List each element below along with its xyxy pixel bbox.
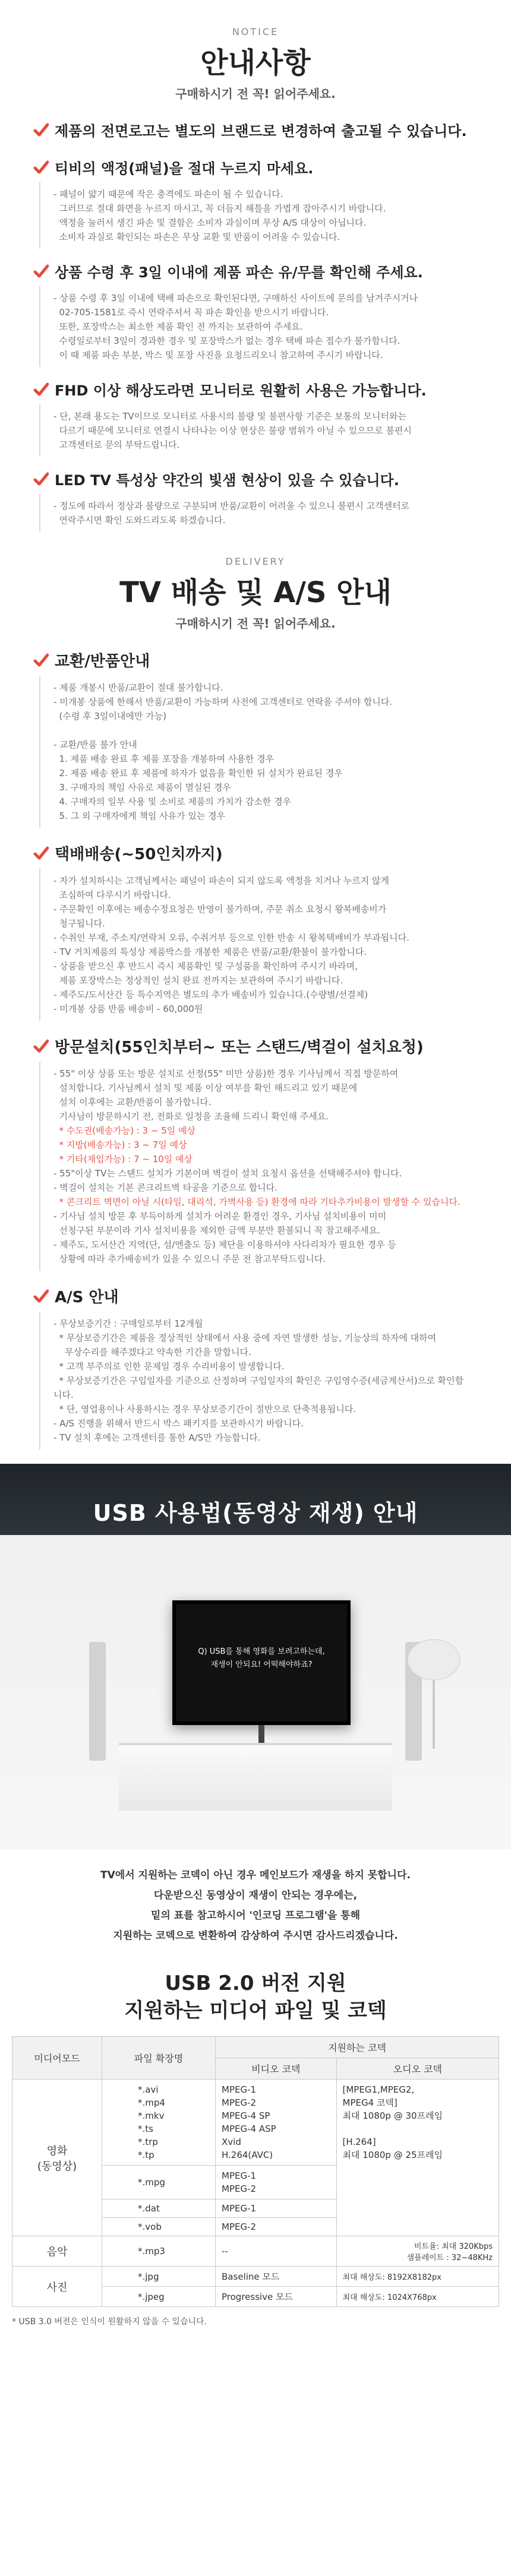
body-line: 무상수리를 해주겠다고 약속한 기간을 말합니다. — [53, 1347, 251, 1357]
cell-line: MPEG-4 ASP — [222, 2124, 276, 2134]
notice-item-heading — [33, 157, 478, 182]
row4-ext: *.vob — [102, 2218, 216, 2236]
body-line: 상황에 따라 추가배송비가 있을 수 있으니 주문 전 참고부탁드립니다. — [53, 1254, 326, 1264]
body-line: 수령일로부터 3일이 경과한 경우 및 포장박스가 없는 경우 택배 파손 접수가 불가합니다. — [53, 336, 400, 346]
notice-item-body — [39, 182, 478, 249]
cell-line: MPEG-1 — [222, 2170, 257, 2181]
body-line: - 수취인 부재, 주소지/연락처 오류, 수취거부 등으로 인한 반송 시 왕복택배비가 부과됩니다. — [53, 932, 409, 943]
body-line: 3. 구매자의 책임 사유로 제품이 멸실된 경우 — [53, 782, 231, 793]
codec-table — [12, 2036, 499, 2307]
check-icon — [33, 1039, 49, 1054]
usb-banner — [0, 1464, 511, 1850]
body-line: 1. 제품 배송 완료 후 제품 포장을 개봉하여 사용한 경우 — [53, 754, 275, 764]
cell-line: *.avi — [138, 2084, 159, 2095]
body-line: 02-705-1581로 즉시 연락주셔서 꼭 파손 확인을 받으시기 바랍니다. — [53, 307, 329, 318]
cell-line: *.ts — [138, 2124, 153, 2134]
body-line: 제품 포장박스는 정상적인 설치 완료 전까지는 보관하여 주시기 바랍니다. — [53, 975, 343, 986]
notice-item-heading — [33, 119, 478, 145]
body-line: - 55"이상 TV는 스탠드 설치가 기본이며 벽걸이 설치 요청시 옵션을 선택해주셔야 합니다. — [53, 1168, 402, 1179]
cell-line: 최대 1080p @ 25프레임 — [342, 2150, 443, 2160]
body-line: 소비자 과실로 확인되는 파손은 무상 교환 및 반품이 어려울 수 있습니다. — [53, 232, 340, 242]
music-ext: *.mp3 — [102, 2236, 216, 2267]
delivery-section — [0, 1285, 511, 1450]
codec-table-title — [0, 1970, 511, 2024]
media-mode-music: 음악 — [12, 2236, 102, 2267]
notice-item-heading-text: 티비의 액정(패널)을 절대 누르지 마세요. — [55, 160, 314, 177]
row2-ext: *.mpg — [102, 2166, 216, 2200]
col-video-codec: 비디오 코덱 — [216, 2058, 337, 2080]
body-line: - 정도에 따라서 정상과 불량으로 구분되며 반품/교환이 어려울 수 있으니 불편시 고객센터로 — [53, 501, 410, 511]
body-line: - 단, 본래 용도는 TV이므로 모니터로 사용시의 불량 및 불편사항 기준은 보통의 모니터와는 — [53, 411, 406, 422]
notice-eyebrow: NOTICE — [232, 26, 279, 37]
usb-info-line3: 밑의 표를 참고하시어 '인코딩 프로그램'을 통해 — [150, 1910, 361, 1922]
body-line: 5. 그 외 구매자에게 책임 사유가 있는 경우 — [53, 811, 226, 821]
row1-ext — [102, 2080, 216, 2166]
photo-ext2: *.jpeg — [102, 2287, 216, 2307]
lamp-image — [368, 1630, 463, 1749]
cell-line: [H.264] — [342, 2137, 376, 2147]
codec-title-line1: USB 2.0 버전 지원 — [165, 1971, 346, 1995]
row3-ext: *.dat — [102, 2200, 216, 2218]
delivery-section — [0, 1035, 511, 1271]
body-line: 고객센터로 문의 부탁드립니다. — [53, 439, 180, 450]
notice-item-body — [39, 286, 478, 367]
body-line: 또한, 포장박스는 최소한 제품 확인 전 까지는 보관하여 주세요. — [53, 321, 303, 332]
photo-video2: Progressive 모드 — [216, 2287, 337, 2307]
notice-item-heading — [33, 379, 478, 404]
notice-item-body — [39, 404, 478, 457]
delivery-section-heading — [33, 1035, 478, 1057]
usb-info-line4: 지원하는 코덱으로 변환하여 감상하여 주시면 감사드리겠습니다. — [113, 1930, 398, 1942]
photo-audio2: 최대 해상도: 1024X768px — [336, 2287, 499, 2307]
row3-video: MPEG-1 — [216, 2200, 337, 2218]
body-line: 선청구된 부분이라 기사 설치비용을 제외한 금액 부분만 환불되니 꼭 참고해주세요. — [53, 1225, 380, 1236]
body-line: 기사님이 방문하시기 전, 전화로 일정을 조율해 드리니 확인해 주세요. — [53, 1111, 329, 1122]
body-line: 4. 구매자의 일부 사용 및 소비로 제품의 가치가 감소한 경우 — [53, 796, 292, 807]
body-line: - TV 거치제품의 특성상 제품박스를 개봉한 제품은 반품/교환/환불이 불가합니다. — [53, 947, 367, 957]
cell-line: *.trp — [138, 2137, 158, 2147]
row2-video — [216, 2166, 337, 2200]
delivery-section — [0, 842, 511, 1021]
music-audio-l1: 비트율: 최대 320Kbps — [414, 2242, 493, 2251]
body-line: - 무상보증기간 : 구매일로부터 12개월 — [53, 1318, 203, 1329]
cell-line: MPEG4 코덱] — [342, 2097, 398, 2108]
cell-line: Xvid — [222, 2137, 241, 2147]
tv-message-line2: 재생이 안되요! 어떡해야하죠? — [210, 1660, 313, 1669]
delivery-section-body — [39, 1062, 478, 1271]
cell-line: MPEG-2 — [222, 2097, 257, 2108]
col-file-ext: 파일 확장명 — [102, 2037, 216, 2080]
notice-item-heading-text: 제품의 전면로고는 별도의 브랜드로 변경하여 출고될 수 있습니다. — [55, 123, 467, 140]
cell-line: MPEG-2 — [222, 2183, 257, 2194]
delivery-section-body — [39, 869, 478, 1021]
body-line: 조심하여 다루시기 바랍니다. — [53, 890, 171, 900]
delivery-section-heading — [33, 842, 478, 864]
check-icon — [33, 846, 49, 861]
usb-footnote: * USB 3.0 버전은 인식이 원활하지 않을 수 있습니다. — [12, 2317, 207, 2327]
notice-header — [0, 0, 511, 102]
notice-item — [33, 261, 478, 367]
body-line: 2. 제품 배송 완료 후 제품에 하자가 없음을 확인한 뒤 설치가 완료된 경우 — [53, 768, 343, 779]
body-line: * 무상보증기간은 제품을 정상적인 상태에서 사용 중에 자연 발생한 성능, 기능상의 하자에 대하여 — [53, 1333, 437, 1343]
check-icon — [33, 471, 49, 487]
speaker-left-image — [89, 1642, 106, 1761]
col-media-mode: 미디어모드 — [12, 2037, 102, 2080]
body-line: * 수도권(배송가능) : 3 ~ 5일 예상 — [53, 1125, 195, 1136]
body-line: 다르기 때문에 모니터로 연결시 나타나는 이상 현상은 불량 범위가 아닐 수 있으므로 불편시 — [53, 425, 412, 436]
body-line: - 미개봉 상품 반품 배송비 - 60,000원 — [53, 1004, 203, 1014]
body-line: - A/S 진행을 위해서 반드시 박스 패키지를 보관하시기 바랍니다. — [53, 1418, 304, 1429]
delivery-section-body — [39, 1312, 478, 1450]
usb-info-line1: TV에서 지원하는 코덱이 아닌 경우 메인보드가 재생을 하지 못합니다. — [100, 1869, 411, 1881]
codec-title-line2: 지원하는 미디어 파일 및 코덱 — [124, 1999, 387, 2023]
notice-item — [33, 469, 478, 532]
body-line: * 콘크리트 벽면이 아닐 시(타일, 대리석, 가벽사용 등) 환경에 따라 기타추가비용이 발생할 수 있습니다. — [53, 1197, 460, 1207]
body-line — [53, 723, 468, 738]
delivery-section-heading-text: 방문설치(55인치부터~ 또는 스탠드/벽걸이 설치요청) — [55, 1039, 424, 1056]
body-line: * 고객 부주의로 인한 문제일 경우 수리비용이 발생합니다. — [53, 1361, 285, 1372]
cell-line: *.tp — [138, 2150, 154, 2160]
body-line: - 상품 수령 후 3일 이내에 택배 파손으로 확인된다면, 구매하신 사이트에 문의를 남겨주시거나 — [53, 293, 418, 303]
row1-audio — [336, 2080, 499, 2236]
cell-line: 최대 1080p @ 30프레임 — [342, 2110, 443, 2121]
cell-line: *.mkv — [138, 2110, 165, 2121]
delivery-header — [0, 544, 511, 631]
usb-info-line2: 다운받으신 동영상이 재생이 안되는 경우에는, — [153, 1890, 358, 1901]
row4-video: MPEG-2 — [216, 2218, 337, 2236]
notice-item-heading-text: LED TV 특성상 약간의 빛샘 현상이 있을 수 있습니다. — [55, 472, 399, 489]
media-mode-video-l2: (동영상) — [37, 2160, 77, 2173]
delivery-title: TV 배송 및 A/S 안내 — [119, 576, 392, 609]
music-audio — [336, 2236, 499, 2267]
col-codec: 지원하는 코덱 — [216, 2037, 499, 2058]
media-mode-photo: 사진 — [12, 2267, 102, 2307]
body-line: - 기사님 설치 방문 후 부득이하게 설치가 어려운 환경인 경우, 기사님 설치비용이 미미 — [53, 1211, 387, 1221]
check-icon — [33, 122, 49, 138]
body-line: 액정을 눌러서 생긴 파손 및 결함은 소비자 과실이며 무상 A/S 대상이 아닙니다. — [53, 217, 367, 228]
notice-subtitle: 구매하시기 전 꼭! 읽어주세요. — [175, 87, 336, 101]
cell-line: MPEG-1 — [222, 2084, 257, 2095]
notice-item — [33, 119, 478, 145]
delivery-eyebrow: DELIVERY — [225, 556, 286, 567]
body-line: 설치합니다. 기사님께서 설치 및 제품 이상 여부를 확인 해드리고 있기 때문에 — [53, 1083, 358, 1093]
notice-item-heading — [33, 261, 478, 286]
notice-item — [33, 379, 478, 457]
body-line: * 기타(재입가능) : 7 ~ 10일 예상 — [53, 1154, 193, 1164]
usb-info — [0, 1850, 511, 1946]
body-line: - 자가 설치하시는 고객님께서는 패널이 파손이 되지 않도록 액정을 치거나 누르지 않게 — [53, 875, 390, 886]
notice-item-body — [39, 494, 478, 532]
delivery-sections — [0, 649, 511, 1450]
delivery-subtitle: 구매하시기 전 꼭! 읽어주세요. — [175, 616, 336, 631]
body-line: * 단, 영업용이나 사용하시는 경우 무상보증기간이 절반으로 단축적용됩니다. — [53, 1404, 357, 1414]
body-line: 설치 이후에는 교환/반품이 불가합니다. — [53, 1097, 212, 1107]
delivery-section — [0, 649, 511, 828]
body-line: - 교환/반품 불가 안내 — [53, 739, 137, 750]
tv-cabinet — [119, 1743, 392, 1811]
media-mode-video-l1: 영화 — [46, 2144, 68, 2157]
notice-item — [33, 157, 478, 249]
cell-line — [343, 2122, 493, 2135]
cell-line: H.264(AVC) — [222, 2150, 273, 2160]
body-line: - 주문확인 이후에는 배송수정요청은 반영이 불가하며, 주문 취소 요청시 왕복배송비가 — [53, 904, 387, 914]
body-line: - 벽걸이 설치는 기본 콘크리트벽 타공을 기준으로 합니다. — [53, 1182, 277, 1193]
body-line: - 제주도, 도서산간 지역(단, 섬/엔출도 등) 제단을 이용하셔야 사다리차가 필요한 경우 등 — [53, 1239, 396, 1250]
notice-item-heading-text: 상품 수령 후 3일 이내에 제품 파손 유/무를 확인해 주세요. — [55, 264, 423, 281]
cell-line: [MPEG1,MPEG2, — [342, 2084, 415, 2095]
body-line: - 제품 개봉시 반품/교환이 절대 불가합니다. — [53, 682, 223, 693]
music-audio-l2: 샘플레이트 : 32~48KHz — [406, 2254, 493, 2262]
delivery-section-heading-text: 택배배송(~50인치까지) — [55, 846, 223, 863]
body-line: * 지방(배송가능) : 3 ~ 7일 예상 — [53, 1140, 187, 1150]
photo-audio1: 최대 해상도: 8192X8182px — [336, 2267, 499, 2287]
body-line: * 무상보증기간은 구입일자를 기준으로 산정하며 구입일자의 확인은 구입영수증(세금계산서)으로 확인합니다. — [53, 1375, 463, 1400]
check-icon — [33, 1289, 49, 1304]
body-line: - 패널이 얇기 때문에 작은 충격에도 파손이 될 수 있습니다. — [53, 189, 283, 200]
check-icon — [33, 653, 49, 668]
row1-video — [216, 2080, 337, 2166]
photo-ext1: *.jpg — [102, 2267, 216, 2287]
body-line: 연락주시면 확인 도와드리도록 하겠습니다. — [53, 515, 226, 526]
media-mode-video — [12, 2080, 102, 2236]
body-line: 청구됩니다. — [53, 918, 105, 929]
delivery-section-body — [39, 676, 478, 828]
body-line: - 제주도/도서산간 등 특수지역은 별도의 추가 배송비가 있습니다.(수량별/선결제) — [53, 989, 368, 1000]
cell-line: *.mp4 — [138, 2097, 165, 2108]
photo-video1: Baseline 모드 — [216, 2267, 337, 2287]
delivery-section-heading-text: A/S 안내 — [55, 1289, 119, 1306]
body-line: - 상품을 받으신 후 반드시 즉시 제품확인 및 구성품을 확인하여 주시기 바라며, — [53, 961, 358, 971]
check-icon — [33, 160, 49, 175]
notice-item-heading — [33, 469, 478, 494]
delivery-section-heading-text: 교환/반품안내 — [55, 653, 150, 670]
col-audio-codec: 오디오 코덱 — [336, 2058, 499, 2080]
music-video: -- — [216, 2236, 337, 2267]
cell-line: MPEG-4 SP — [222, 2110, 270, 2121]
body-line: - 미개봉 상품에 한해서 반품/교환이 가능하며 사전에 고객센터로 연락을 주셔야 합니다. — [53, 697, 393, 707]
body-line: (수령 후 3일이내에만 가능) — [53, 711, 166, 721]
notice-item-heading-text: FHD 이상 해상도라면 모니터로 원활히 사용은 가능합니다. — [55, 382, 427, 399]
check-icon — [33, 264, 49, 279]
notice-list — [0, 119, 511, 532]
body-line: - TV 설치 후에는 고객센터를 통한 A/S만 가능합니다. — [53, 1432, 261, 1443]
tv-stand — [258, 1725, 264, 1743]
delivery-section-heading — [33, 649, 478, 671]
notice-title: 안내사항 — [200, 46, 311, 80]
usb-banner-title: USB 사용법(동영상 재생) 안내 — [93, 1500, 418, 1526]
tv-message-line1: Q) USB를 통해 영화를 보려고하는데, — [198, 1647, 325, 1656]
delivery-section-heading — [33, 1285, 478, 1307]
body-line: - 55" 이상 상품 또는 방문 설치로 선정(55" 미만 상품)한 경우 기사님께서 직접 방문하여 — [53, 1068, 399, 1079]
tv-image — [172, 1600, 351, 1725]
body-line: 이 때 제품 파손 부분, 박스 및 포장 사진을 요청드리오니 참고하여 주시기 바랍니다. — [53, 350, 383, 360]
check-icon — [33, 382, 49, 397]
body-line: 그러므로 절대 화면을 누르지 마시고, 꼭 더듬지 해틀을 가볍게 잡아주시기 바랍니다. — [53, 203, 386, 214]
